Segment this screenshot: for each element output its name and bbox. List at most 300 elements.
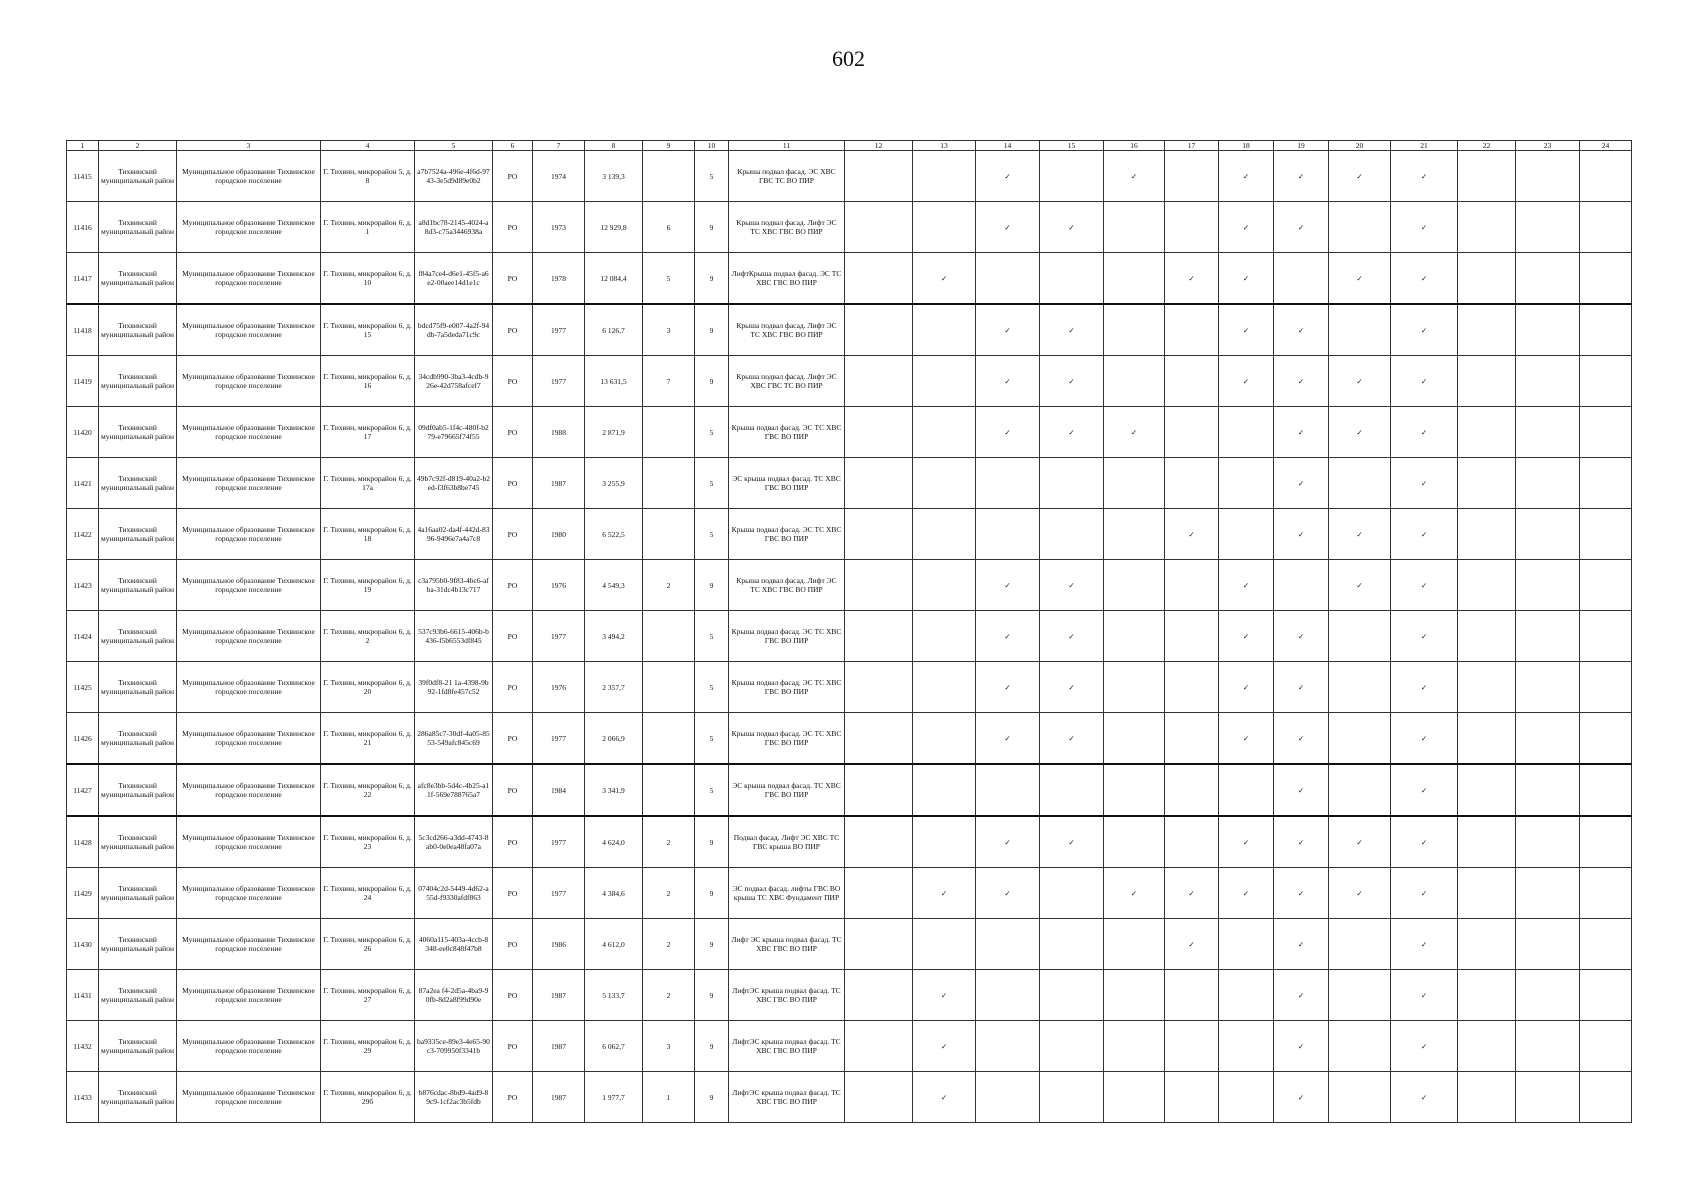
empty-cell <box>1329 970 1391 1021</box>
empty-cell <box>1104 919 1165 970</box>
year-cell: 1976 <box>533 560 585 611</box>
empty-cell <box>1580 458 1632 509</box>
record-id: 11428 <box>67 816 99 868</box>
empty-cell <box>1580 868 1632 919</box>
check-mark-icon: ✓ <box>1329 407 1391 458</box>
floors-cell: 9 <box>695 356 729 407</box>
floors-cell: 9 <box>695 919 729 970</box>
year-cell: 1977 <box>533 356 585 407</box>
year-cell: 1974 <box>533 151 585 202</box>
table-row <box>67 662 1632 713</box>
year-cell: 1986 <box>533 919 585 970</box>
column-header-3: 3 <box>177 141 321 151</box>
check-mark-icon: ✓ <box>1274 1072 1329 1123</box>
check-mark-icon: ✓ <box>1274 407 1329 458</box>
check-mark-icon: ✓ <box>1040 611 1104 662</box>
area-cell: 2 871,9 <box>585 407 643 458</box>
empty-cell <box>1104 202 1165 253</box>
check-mark-icon: ✓ <box>1274 919 1329 970</box>
check-mark-icon: ✓ <box>1040 407 1104 458</box>
year-cell: 1987 <box>533 1072 585 1123</box>
floors-cell: 9 <box>695 304 729 356</box>
record-id: 11433 <box>67 1072 99 1123</box>
empty-cell <box>1104 816 1165 868</box>
record-id: 11430 <box>67 919 99 970</box>
empty-cell <box>1329 202 1391 253</box>
empty-cell <box>845 458 913 509</box>
empty-cell <box>1040 509 1104 560</box>
area-cell: 3 139,3 <box>585 151 643 202</box>
empty-cell <box>845 868 913 919</box>
works-cell: Крыша подвал фасад. ЭС ТС ХВС ГВС ВО ПИР <box>729 713 845 765</box>
type-cell: РО <box>493 253 533 305</box>
check-mark-icon: ✓ <box>1274 304 1329 356</box>
empty-cell <box>1040 970 1104 1021</box>
empty-cell <box>1165 304 1219 356</box>
type-cell: РО <box>493 919 533 970</box>
guid-cell: f84a7ce4-d6e1-45f5-a6e2-00aee14d1e1c <box>415 253 493 305</box>
check-mark-icon: ✓ <box>1104 151 1165 202</box>
entrances-cell: 2 <box>643 816 695 868</box>
type-cell: РО <box>493 1021 533 1072</box>
empty-cell <box>1516 253 1580 305</box>
check-mark-icon: ✓ <box>976 407 1040 458</box>
check-mark-icon: ✓ <box>1104 868 1165 919</box>
check-mark-icon: ✓ <box>976 816 1040 868</box>
district-cell: Тихвинский муниципальный район <box>99 713 177 765</box>
empty-cell <box>1516 713 1580 765</box>
district-cell: Тихвинский муниципальный район <box>99 816 177 868</box>
check-mark-icon: ✓ <box>1104 407 1165 458</box>
check-mark-icon: ✓ <box>1040 202 1104 253</box>
empty-cell <box>1219 970 1274 1021</box>
entrances-cell: 2 <box>643 868 695 919</box>
empty-cell <box>976 764 1040 816</box>
page-number: 602 <box>832 46 865 71</box>
type-cell: РО <box>493 407 533 458</box>
check-mark-icon: ✓ <box>1391 458 1458 509</box>
empty-cell <box>1580 970 1632 1021</box>
empty-cell <box>845 816 913 868</box>
area-cell: 1 977,7 <box>585 1072 643 1123</box>
empty-cell <box>913 662 976 713</box>
empty-cell <box>1219 764 1274 816</box>
empty-cell <box>845 662 913 713</box>
column-header-10: 10 <box>695 141 729 151</box>
empty-cell <box>1516 458 1580 509</box>
empty-cell <box>1516 509 1580 560</box>
check-mark-icon: ✓ <box>1329 560 1391 611</box>
record-id: 11424 <box>67 611 99 662</box>
check-mark-icon: ✓ <box>1165 868 1219 919</box>
check-mark-icon: ✓ <box>913 253 976 305</box>
empty-cell <box>1458 458 1516 509</box>
guid-cell: bdcd75f9-e007-4a2f-94db-7a5deda71c9c <box>415 304 493 356</box>
district-cell: Тихвинский муниципальный район <box>99 202 177 253</box>
check-mark-icon: ✓ <box>1219 611 1274 662</box>
address-cell: Г. Тихвин, микрорайон 6, д. 18 <box>321 509 415 560</box>
year-cell: 1980 <box>533 509 585 560</box>
works-cell: ЭС подвал фасад. лифты ГВС ВО крыша ТС ХВС Фундамент ПИР <box>729 868 845 919</box>
type-cell: РО <box>493 304 533 356</box>
empty-cell <box>1165 202 1219 253</box>
record-id: 11419 <box>67 356 99 407</box>
floors-cell: 9 <box>695 560 729 611</box>
municipality-cell: Муниципальное образование Тихвинское городское поселение <box>177 662 321 713</box>
floors-cell: 9 <box>695 253 729 305</box>
year-cell: 1987 <box>533 970 585 1021</box>
empty-cell <box>1580 713 1632 765</box>
empty-cell <box>1516 560 1580 611</box>
municipality-cell: Муниципальное образование Тихвинское городское поселение <box>177 304 321 356</box>
district-cell: Тихвинский муниципальный район <box>99 304 177 356</box>
empty-cell <box>1458 509 1516 560</box>
empty-cell <box>1329 458 1391 509</box>
empty-cell <box>845 560 913 611</box>
record-id: 11421 <box>67 458 99 509</box>
entrances-cell <box>643 764 695 816</box>
district-cell: Тихвинский муниципальный район <box>99 919 177 970</box>
empty-cell <box>1580 611 1632 662</box>
check-mark-icon: ✓ <box>1391 356 1458 407</box>
type-cell: РО <box>493 1072 533 1123</box>
type-cell: РО <box>493 151 533 202</box>
empty-cell <box>1104 458 1165 509</box>
area-cell: 13 631,5 <box>585 356 643 407</box>
municipality-cell: Муниципальное образование Тихвинское городское поселение <box>177 560 321 611</box>
guid-cell: 39f0df8-21 1a-4398-9b92-1fd8fe457c52 <box>415 662 493 713</box>
empty-cell <box>1104 1072 1165 1123</box>
empty-cell <box>845 356 913 407</box>
municipality-cell: Муниципальное образование Тихвинское городское поселение <box>177 202 321 253</box>
check-mark-icon: ✓ <box>1391 1021 1458 1072</box>
year-cell: 1978 <box>533 253 585 305</box>
check-mark-icon: ✓ <box>976 151 1040 202</box>
empty-cell <box>1580 764 1632 816</box>
year-cell: 1987 <box>533 458 585 509</box>
empty-cell <box>913 919 976 970</box>
column-header-20: 20 <box>1329 141 1391 151</box>
guid-cell: 34cdb990-3ba3-4cdb-926e-42d758afcef7 <box>415 356 493 407</box>
table-row <box>67 868 1632 919</box>
type-cell: РО <box>493 764 533 816</box>
check-mark-icon: ✓ <box>1274 356 1329 407</box>
check-mark-icon: ✓ <box>976 868 1040 919</box>
table-row <box>67 356 1632 407</box>
check-mark-icon: ✓ <box>1219 816 1274 868</box>
floors-cell: 5 <box>695 151 729 202</box>
record-id: 11416 <box>67 202 99 253</box>
empty-cell <box>1104 356 1165 407</box>
table-header <box>67 141 1632 151</box>
area-cell: 12 929,8 <box>585 202 643 253</box>
empty-cell <box>1165 662 1219 713</box>
check-mark-icon: ✓ <box>1040 356 1104 407</box>
floors-cell: 5 <box>695 662 729 713</box>
guid-cell: 286a85c7-30df-4a05-8553-549afc845c69 <box>415 713 493 765</box>
floors-cell: 9 <box>695 202 729 253</box>
check-mark-icon: ✓ <box>1391 816 1458 868</box>
works-cell: Лифт ЭС крыша подвал фасад. ТС ХВС ГВС ВО ПИР <box>729 919 845 970</box>
column-header-24: 24 <box>1580 141 1632 151</box>
year-cell: 1977 <box>533 816 585 868</box>
guid-cell: 4a16aa02-da4f-442d-8396-9496e7a4a7c8 <box>415 509 493 560</box>
table-row <box>67 970 1632 1021</box>
record-id: 11426 <box>67 713 99 765</box>
type-cell: РО <box>493 970 533 1021</box>
empty-cell <box>913 509 976 560</box>
empty-cell <box>1580 662 1632 713</box>
entrances-cell: 2 <box>643 970 695 1021</box>
check-mark-icon: ✓ <box>1219 253 1274 305</box>
area-cell: 12 084,4 <box>585 253 643 305</box>
empty-cell <box>976 509 1040 560</box>
empty-cell <box>1219 407 1274 458</box>
empty-cell <box>1580 816 1632 868</box>
empty-cell <box>1219 509 1274 560</box>
check-mark-icon: ✓ <box>1329 356 1391 407</box>
table-row <box>67 253 1632 305</box>
area-cell: 6 522,5 <box>585 509 643 560</box>
empty-cell <box>1580 1021 1632 1072</box>
municipality-cell: Муниципальное образование Тихвинское городское поселение <box>177 1021 321 1072</box>
address-cell: Г. Тихвин, микрорайон 6, д. 23 <box>321 816 415 868</box>
entrances-cell <box>643 407 695 458</box>
empty-cell <box>1516 202 1580 253</box>
check-mark-icon: ✓ <box>1391 509 1458 560</box>
district-cell: Тихвинский муниципальный район <box>99 970 177 1021</box>
works-cell: Крыша подвал фасад. ЭС ТС ХВС ГВС ВО ПИР <box>729 407 845 458</box>
empty-cell <box>1219 919 1274 970</box>
empty-cell <box>976 458 1040 509</box>
empty-cell <box>1329 713 1391 765</box>
address-cell: Г. Тихвин, микрорайон 6, д. 17 <box>321 407 415 458</box>
empty-cell <box>1040 151 1104 202</box>
empty-cell <box>1040 458 1104 509</box>
entrances-cell: 2 <box>643 560 695 611</box>
empty-cell <box>1040 868 1104 919</box>
empty-cell <box>1104 970 1165 1021</box>
check-mark-icon: ✓ <box>1274 509 1329 560</box>
empty-cell <box>1165 458 1219 509</box>
empty-cell <box>1458 202 1516 253</box>
floors-cell: 9 <box>695 1021 729 1072</box>
check-mark-icon: ✓ <box>1391 202 1458 253</box>
table-row <box>67 509 1632 560</box>
empty-cell <box>1458 1021 1516 1072</box>
record-id: 11415 <box>67 151 99 202</box>
area-cell: 6 126,7 <box>585 304 643 356</box>
year-cell: 1984 <box>533 764 585 816</box>
column-header-2: 2 <box>99 141 177 151</box>
type-cell: РО <box>493 816 533 868</box>
empty-cell <box>913 713 976 765</box>
address-cell: Г. Тихвин, микрорайон 6, д. 26 <box>321 919 415 970</box>
check-mark-icon: ✓ <box>913 1072 976 1123</box>
guid-cell: a8d1bc78-2145-4024-a8d3-c75a3446938a <box>415 202 493 253</box>
works-cell: ЛифтЭС крыша подвал фасад. ТС ХВС ГВС ВО ПИР <box>729 970 845 1021</box>
type-cell: РО <box>493 560 533 611</box>
empty-cell <box>1219 458 1274 509</box>
column-header-7: 7 <box>533 141 585 151</box>
area-cell: 4 612,0 <box>585 919 643 970</box>
empty-cell <box>845 151 913 202</box>
floors-cell: 5 <box>695 407 729 458</box>
type-cell: РО <box>493 662 533 713</box>
empty-cell <box>913 611 976 662</box>
check-mark-icon: ✓ <box>1274 713 1329 765</box>
guid-cell: b876cdac-8bd9-4ad9-89c9-1cf2ac3b5fdb <box>415 1072 493 1123</box>
check-mark-icon: ✓ <box>1219 202 1274 253</box>
empty-cell <box>1040 764 1104 816</box>
empty-cell <box>1516 407 1580 458</box>
municipality-cell: Муниципальное образование Тихвинское городское поселение <box>177 1072 321 1123</box>
empty-cell <box>1516 1072 1580 1123</box>
empty-cell <box>845 764 913 816</box>
empty-cell <box>1274 253 1329 305</box>
table-row <box>67 1072 1632 1123</box>
table-row <box>67 407 1632 458</box>
empty-cell <box>1040 1072 1104 1123</box>
check-mark-icon: ✓ <box>1219 304 1274 356</box>
check-mark-icon: ✓ <box>1391 868 1458 919</box>
address-cell: Г. Тихвин, микрорайон 6, д. 29 <box>321 1021 415 1072</box>
check-mark-icon: ✓ <box>1040 560 1104 611</box>
area-cell: 3 494,2 <box>585 611 643 662</box>
guid-cell: 537c93b6-6615-406b-b436-f5b6553df845 <box>415 611 493 662</box>
empty-cell <box>1040 919 1104 970</box>
address-cell: Г. Тихвин, микрорайон 5, д. 8 <box>321 151 415 202</box>
column-header-22: 22 <box>1458 141 1516 151</box>
year-cell: 1988 <box>533 407 585 458</box>
floors-cell: 5 <box>695 509 729 560</box>
empty-cell <box>1104 509 1165 560</box>
address-cell: Г. Тихвин, микрорайон 6, д. 19 <box>321 560 415 611</box>
floors-cell: 5 <box>695 713 729 765</box>
check-mark-icon: ✓ <box>1040 662 1104 713</box>
floors-cell: 9 <box>695 868 729 919</box>
empty-cell <box>1458 970 1516 1021</box>
check-mark-icon: ✓ <box>1219 868 1274 919</box>
column-header-6: 6 <box>493 141 533 151</box>
check-mark-icon: ✓ <box>1274 816 1329 868</box>
address-cell: Г. Тихвин, микрорайон 6, д. 15 <box>321 304 415 356</box>
check-mark-icon: ✓ <box>1165 919 1219 970</box>
address-cell: Г. Тихвин, микрорайон 6, д. 17а <box>321 458 415 509</box>
guid-cell: 49b7c92f-d819-40a2-b2ed-f3f63b8be745 <box>415 458 493 509</box>
empty-cell <box>1104 713 1165 765</box>
table-row <box>67 304 1632 356</box>
empty-cell <box>1458 407 1516 458</box>
check-mark-icon: ✓ <box>1391 1072 1458 1123</box>
empty-cell <box>1165 407 1219 458</box>
type-cell: РО <box>493 611 533 662</box>
municipality-cell: Муниципальное образование Тихвинское городское поселение <box>177 356 321 407</box>
address-cell: Г. Тихвин, микрорайон 6, д. 29б <box>321 1072 415 1123</box>
column-header-15: 15 <box>1040 141 1104 151</box>
guid-cell: 4060a115-403a-4ccb-8348-ee0c848f47b8 <box>415 919 493 970</box>
empty-cell <box>845 509 913 560</box>
works-cell: Крыша подвал фасад. Лифт ЭС ТС ХВС ГВС ВО ПИР <box>729 304 845 356</box>
entrances-cell: 1 <box>643 1072 695 1123</box>
empty-cell <box>1516 151 1580 202</box>
year-cell: 1977 <box>533 611 585 662</box>
table-row <box>67 458 1632 509</box>
district-cell: Тихвинский муниципальный район <box>99 253 177 305</box>
check-mark-icon: ✓ <box>1274 662 1329 713</box>
record-id: 11432 <box>67 1021 99 1072</box>
table-row <box>67 202 1632 253</box>
check-mark-icon: ✓ <box>976 713 1040 765</box>
empty-cell <box>1458 356 1516 407</box>
empty-cell <box>913 560 976 611</box>
check-mark-icon: ✓ <box>1329 816 1391 868</box>
header-row <box>67 141 1632 151</box>
address-cell: Г. Тихвин, микрорайон 6, д. 16 <box>321 356 415 407</box>
table-row <box>67 816 1632 868</box>
guid-cell: ba9335ce-89e3-4e65-90c3-709950f3341b <box>415 1021 493 1072</box>
check-mark-icon: ✓ <box>1391 919 1458 970</box>
column-header-8: 8 <box>585 141 643 151</box>
record-id: 11418 <box>67 304 99 356</box>
empty-cell <box>1458 253 1516 305</box>
check-mark-icon: ✓ <box>1219 662 1274 713</box>
check-mark-icon: ✓ <box>1274 151 1329 202</box>
empty-cell <box>1580 304 1632 356</box>
empty-cell <box>1580 253 1632 305</box>
municipality-cell: Муниципальное образование Тихвинское городское поселение <box>177 611 321 662</box>
table-row <box>67 560 1632 611</box>
municipality-cell: Муниципальное образование Тихвинское городское поселение <box>177 509 321 560</box>
empty-cell <box>1580 202 1632 253</box>
municipality-cell: Муниципальное образование Тихвинское городское поселение <box>177 407 321 458</box>
check-mark-icon: ✓ <box>1219 560 1274 611</box>
works-cell: Крыша подвал фасад. ЭС ТС ХВС ГВС ВО ПИР <box>729 662 845 713</box>
column-header-11: 11 <box>729 141 845 151</box>
empty-cell <box>913 764 976 816</box>
empty-cell <box>1458 662 1516 713</box>
empty-cell <box>913 816 976 868</box>
register-table <box>66 140 1632 1123</box>
guid-cell: c3a795b0-9f83-4bc6-afba-31dc4b13c717 <box>415 560 493 611</box>
empty-cell <box>1458 1072 1516 1123</box>
empty-cell <box>1516 816 1580 868</box>
area-cell: 2 066,9 <box>585 713 643 765</box>
empty-cell <box>1165 356 1219 407</box>
works-cell: Крыша подвал фасад. Лифт ЭС ХВС ГВС ТС ВО ПИР <box>729 356 845 407</box>
floors-cell: 9 <box>695 970 729 1021</box>
empty-cell <box>913 458 976 509</box>
address-cell: Г. Тихвин, микрорайон 6, д. 24 <box>321 868 415 919</box>
check-mark-icon: ✓ <box>913 970 976 1021</box>
year-cell: 1987 <box>533 1021 585 1072</box>
district-cell: Тихвинский муниципальный район <box>99 868 177 919</box>
works-cell: Крыша подвал фасад. ЭС ХВС ГВС ТС ВО ПИР <box>729 151 845 202</box>
empty-cell <box>845 202 913 253</box>
municipality-cell: Муниципальное образование Тихвинское городское поселение <box>177 816 321 868</box>
works-cell: ЭС крыша подвал фасад. ТС ХВС ГВС ВО ПИР <box>729 458 845 509</box>
empty-cell <box>1104 1021 1165 1072</box>
floors-cell: 5 <box>695 611 729 662</box>
check-mark-icon: ✓ <box>1391 713 1458 765</box>
empty-cell <box>1165 611 1219 662</box>
check-mark-icon: ✓ <box>1391 970 1458 1021</box>
district-cell: Тихвинский муниципальный район <box>99 151 177 202</box>
empty-cell <box>1580 356 1632 407</box>
check-mark-icon: ✓ <box>913 1021 976 1072</box>
entrances-cell: 6 <box>643 202 695 253</box>
empty-cell <box>1165 1072 1219 1123</box>
